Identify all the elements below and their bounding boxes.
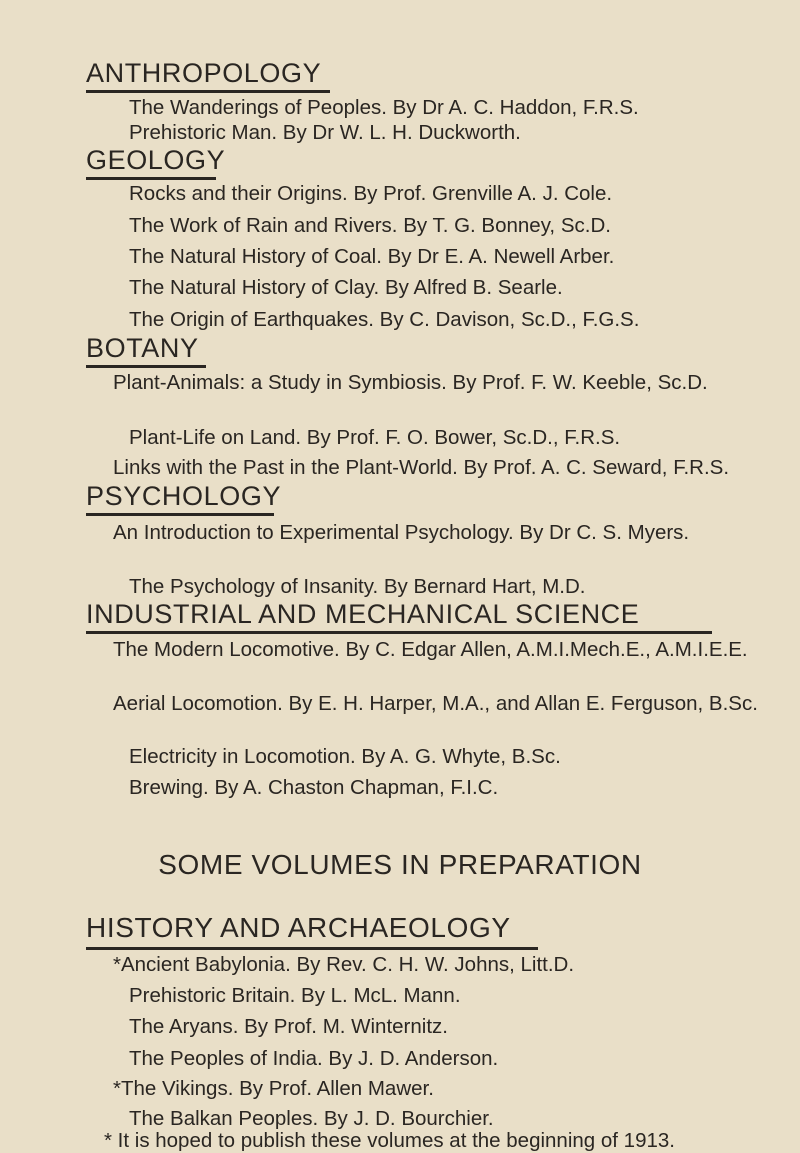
heading-underline xyxy=(86,513,274,516)
heading-underline xyxy=(86,947,538,950)
book-entry: The Psychology of Insanity. By Bernard Hart, M.D. xyxy=(129,575,586,598)
preparation-title: SOME VOLUMES IN PREPARATION xyxy=(158,849,642,880)
heading-underline xyxy=(86,631,712,634)
section-heading-botany: BOTANY xyxy=(86,333,199,363)
footnote: * It is hoped to publish these volumes at the beginning of 1913. xyxy=(104,1129,675,1152)
book-entry: The Peoples of India. By J. D. Anderson. xyxy=(129,1047,499,1070)
heading-underline xyxy=(86,177,216,180)
section-heading-geology: GEOLOGY xyxy=(86,145,226,175)
book-entry: The Aryans. By Prof. M. Winternitz. xyxy=(129,1015,448,1038)
book-entry: *Ancient Babylonia. By Rev. C. H. W. Johns, Litt.D. xyxy=(113,953,575,976)
book-entry: The Work of Rain and Rivers. By T. G. Bonney, Sc.D. xyxy=(129,214,611,237)
book-entry: The Wanderings of Peoples. By Dr A. C. Haddon, F.R.S. xyxy=(129,96,639,119)
section-heading-anthropology: ANTHROPOLOGY xyxy=(86,58,322,88)
book-entry: Rocks and their Origins. By Prof. Grenville A. J. Cole. xyxy=(129,182,613,205)
book-entry: The Natural History of Clay. By Alfred B. Searle. xyxy=(129,276,563,299)
book-entry: Plant-Life on Land. By Prof. F. O. Bower, Sc.D., F.R.S. xyxy=(129,426,621,449)
book-entry: Prehistoric Man. By Dr W. L. H. Duckworth. xyxy=(129,121,521,144)
book-entry: *The Vikings. By Prof. Allen Mawer. xyxy=(113,1077,434,1100)
book-entry: Links with the Past in the Plant-World. By Prof. A. C. Seward, F.R.S. xyxy=(113,456,730,479)
book-entry: The Balkan Peoples. By J. D. Bourchier. xyxy=(129,1107,494,1130)
book-entry: Prehistoric Britain. By L. McL. Mann. xyxy=(129,984,461,1007)
book-entry: Electricity in Locomotion. By A. G. Whyte, B.Sc. xyxy=(129,745,561,768)
heading-underline xyxy=(86,365,206,368)
section-heading-industrial-and-mechanical-science: INDUSTRIAL AND MECHANICAL SCIENCE xyxy=(86,599,640,629)
book-entry: Plant-Animals: a Study in Symbiosis. By Prof. F. W. Keeble, Sc.D. xyxy=(113,371,708,394)
book-entry: The Origin of Earthquakes. By C. Davison, Sc.D., F.G.S. xyxy=(129,308,640,331)
book-entry: The Modern Locomotive. By C. Edgar Allen, A.M.I.Mech.E., A.M.I.E.E. xyxy=(113,638,748,661)
book-entry: An Introduction to Experimental Psychology. By Dr C. S. Myers. xyxy=(113,521,690,544)
book-entry: Brewing. By A. Chaston Chapman, F.I.C. xyxy=(129,776,499,799)
book-entry: Aerial Locomotion. By E. H. Harper, M.A., and Allan E. Ferguson, B.Sc. xyxy=(113,692,758,715)
book-entry: The Natural History of Coal. By Dr E. A. Newell Arber. xyxy=(129,245,615,268)
section-heading-history-and-archaeology: HISTORY AND ARCHAEOLOGY xyxy=(86,912,511,943)
heading-underline xyxy=(86,90,330,93)
section-heading-psychology: PSYCHOLOGY xyxy=(86,481,282,511)
